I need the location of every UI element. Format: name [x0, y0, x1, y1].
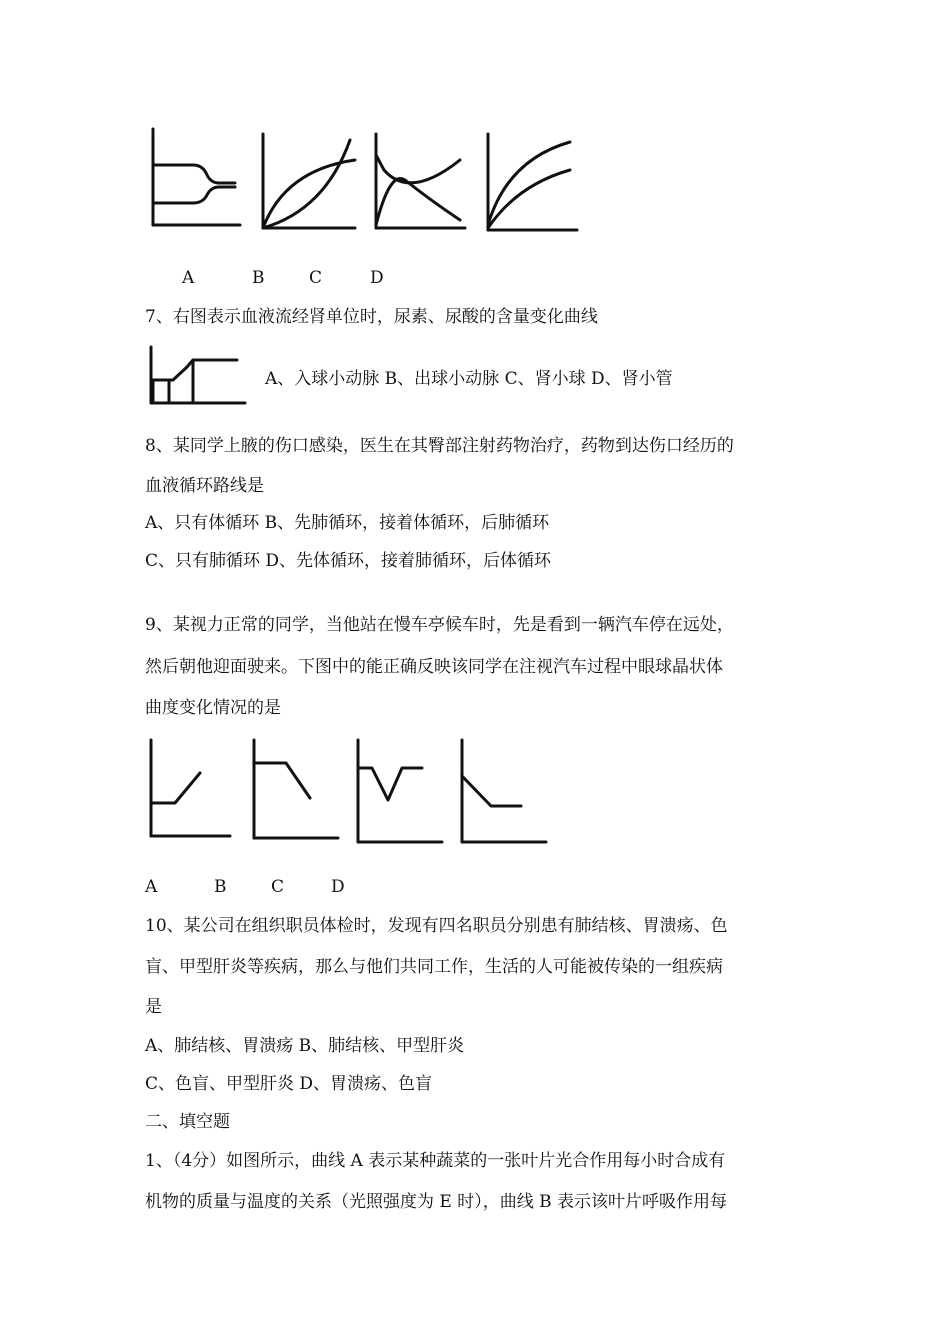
q8-options-line-2: C、只有肺循环 D、先体循环，接着肺循环，后体循环: [145, 551, 552, 571]
q6-label-d: D: [370, 268, 384, 288]
q6-graph-c: [370, 130, 470, 235]
q9-label-a: A: [145, 877, 158, 897]
q10-options-line-1: A、肺结核、胃溃疡 B、肺结核、甲型肝炎: [145, 1036, 465, 1056]
q9-stem-line-2: 然后朝他迎面驶来。下图中的能正确反映该同学在注视汽车过程中眼球晶状体: [145, 657, 723, 677]
q9-stem-line-1: 9、某视力正常的同学，当他站在慢车亭候车时，先是看到一辆汽车停在远处，: [145, 615, 734, 635]
fill-q1-line-1: 1、（4分）如图所示，曲线 A 表示某种蔬菜的一张叶片光合作用每小时合成有: [145, 1151, 726, 1171]
section-2-title: 二、填空题: [145, 1112, 230, 1132]
q10-stem-line-1: 10、某公司在组织职员体检时，发现有四名职员分别患有肺结核、胃溃疡、色: [145, 916, 728, 936]
q10-stem-line-3: 是: [145, 997, 162, 1017]
q9-graph-d: [456, 738, 551, 848]
q7-graph: [145, 345, 250, 410]
q7-stem: 7、右图表示血液流经肾单位时，尿素、尿酸的含量变化曲线: [145, 307, 598, 327]
q8-stem-line-2: 血液循环路线是: [145, 476, 264, 496]
q6-graph-a: [145, 125, 245, 235]
q6-label-a: A: [182, 268, 195, 288]
q6-label-c: C: [309, 268, 323, 288]
q8-options-line-1: A、只有体循环 B、先肺循环，接着体循环，后肺循环: [145, 513, 550, 533]
q9-label-b: B: [214, 877, 227, 897]
q9-graph-a: [145, 738, 235, 843]
q9-graph-b: [248, 738, 343, 843]
q6-label-b: B: [252, 268, 265, 288]
q9-label-c: C: [271, 877, 285, 897]
q6-graph-d: [482, 130, 582, 235]
q10-options-line-2: C、色盲、甲型肝炎 D、胃溃疡、色盲: [145, 1074, 433, 1094]
q8-stem-line-1: 8、某同学上腋的伤口感染，医生在其臀部注射药物治疗，药物到达伤口经历的: [145, 436, 734, 456]
q9-label-d: D: [331, 877, 345, 897]
q6-graph-b: [255, 130, 365, 235]
q7-options: A、入球小动脉 B、出球小动脉 C、肾小球 D、肾小管: [265, 369, 673, 389]
q9-graph-c: [352, 738, 447, 848]
q9-stem-line-3: 曲度变化情况的是: [145, 698, 281, 718]
q10-stem-line-2: 盲、甲型肝炎等疾病，那么与他们共同工作，生活的人可能被传染的一组疾病: [145, 957, 723, 977]
fill-q1-line-2: 机物的质量与温度的关系（光照强度为 E 时），曲线 B 表示该叶片呼吸作用每: [145, 1192, 728, 1212]
